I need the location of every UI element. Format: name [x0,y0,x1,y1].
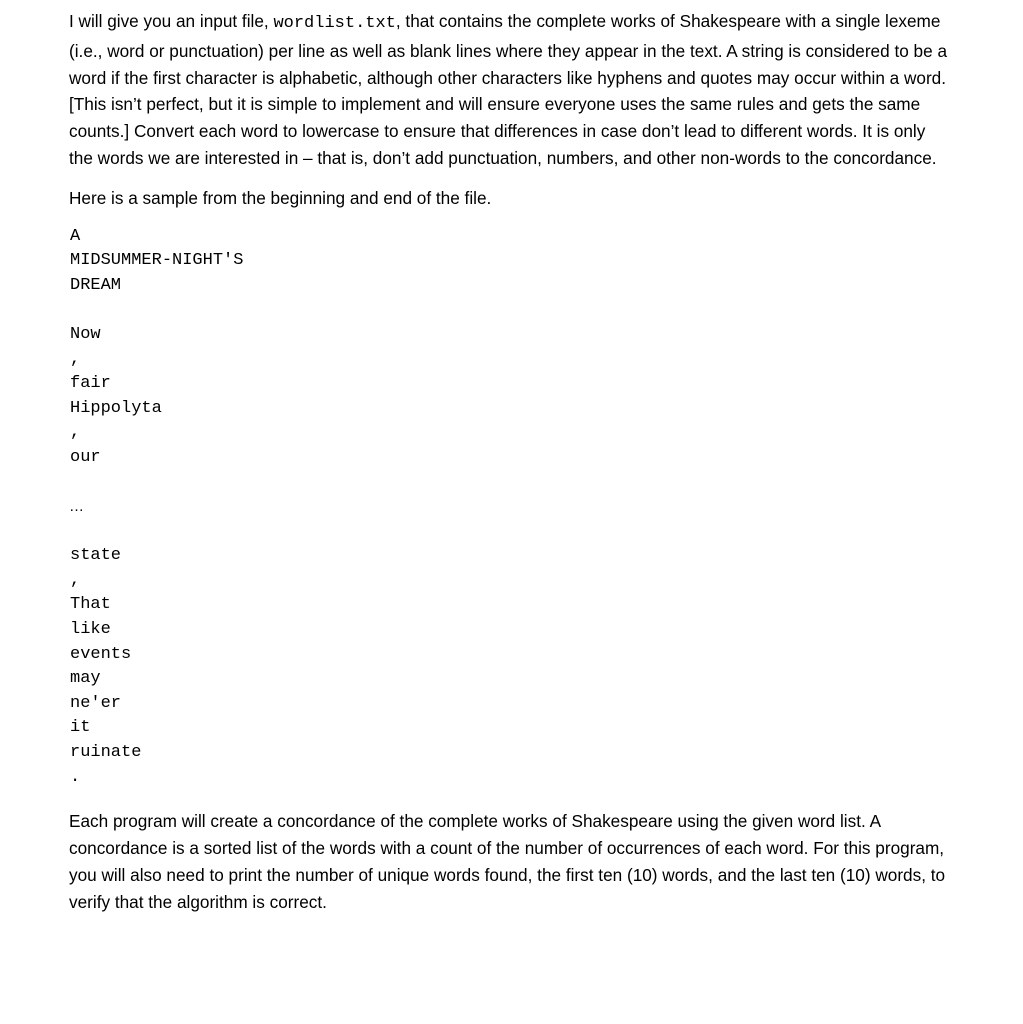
code-line: DREAM [70,275,122,295]
code-line: like [70,620,111,640]
closing-paragraph: Each program will create a concordance of the complete works of Shakespeare using the given word list. A concordance is a sorted list of the words with a count of the number of occurrences of each word. For this program, you will also need to print the number of unique words found, the first ten (10) words, and the last ten (10) words, to verify that the algorithm is correct. [69,811,946,912]
code-line: our [70,447,101,467]
filename-code: wordlist.txt [273,14,396,33]
code-line: That [70,595,111,615]
code-blank-line [69,520,949,545]
code-line: Now [70,324,101,344]
code-blank-line [69,298,949,323]
sample-code-block [69,225,949,791]
intro-text-start: I will give you an input file, [69,11,274,31]
code-line: ne'er [70,693,122,713]
intro-text-end: , that contains the complete works of Shakespeare with a single lexeme (i.e., word or punctuation) per line as well as blank lines where they appear in the text. A string is considered to be a word if the first character is alphabetic, although other characters like hyphens and quotes may occur within a word. [This isn’t perfect, but it is simple to implement and will ensure everyone uses the same rules and gets the same counts.] Convert each word to lowercase to ensure that differences in case don’t lead to different words. It is only the words we are interested in – that is, don’t add punctuation, numbers, and other non-words to the concordance. [69,11,948,168]
code-line: ruinate [70,743,142,763]
code-line: , [70,423,81,443]
code-line: A [70,226,81,246]
code-blank-line [69,471,949,496]
code-line: MIDSUMMER-NIGHT'S [70,251,244,271]
document-page [69,8,949,915]
code-line: state [70,546,122,566]
code-line: Hippolyta [70,398,162,418]
code-line: , [70,349,81,369]
code-line: , [70,570,81,590]
code-line: fair [70,374,111,394]
code-line: . [70,767,81,787]
code-line: it [70,718,91,738]
code-line: may [70,669,101,689]
intro-paragraph [69,8,949,172]
code-line: events [70,644,132,664]
code-line: … [69,498,84,516]
sample-intro: Here is a sample from the beginning and end of the file. [69,187,492,208]
